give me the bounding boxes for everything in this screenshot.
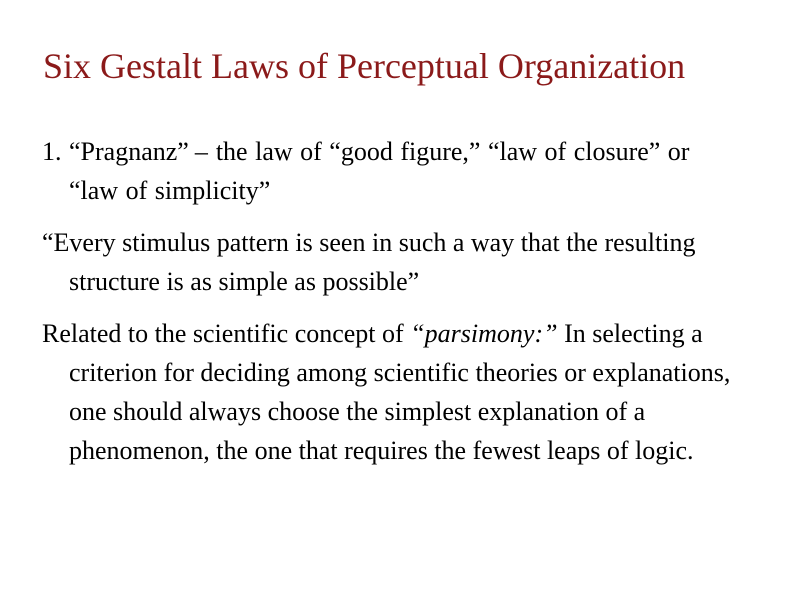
paragraph-parsimony (42, 314, 742, 470)
slide-body (42, 132, 742, 470)
parsimony-explanation: In selecting a criterion for deciding among scientific theories or explanations, one should always choose the simplest explanation of a phenomenon, the one that requires the fewest leaps of logic. (69, 319, 731, 465)
pragnanz-term: 1. “Pragnanz” (42, 137, 189, 166)
pragnanz-definition: the law of “good figure,” “law of closure” or “law of simplicity” (69, 137, 690, 205)
slide-title: Six Gestalt Laws of Perceptual Organization (43, 46, 686, 86)
parsimony-intro: Related to the scientific concept of (42, 319, 404, 348)
paragraph-pragnanz (42, 132, 742, 210)
em-dash: – (194, 137, 208, 166)
parsimony-term: “parsimony:” (410, 319, 558, 348)
paragraph-quote: “Every stimulus pattern is seen in such a way that the resulting structure is as simple as possible” (42, 228, 696, 296)
